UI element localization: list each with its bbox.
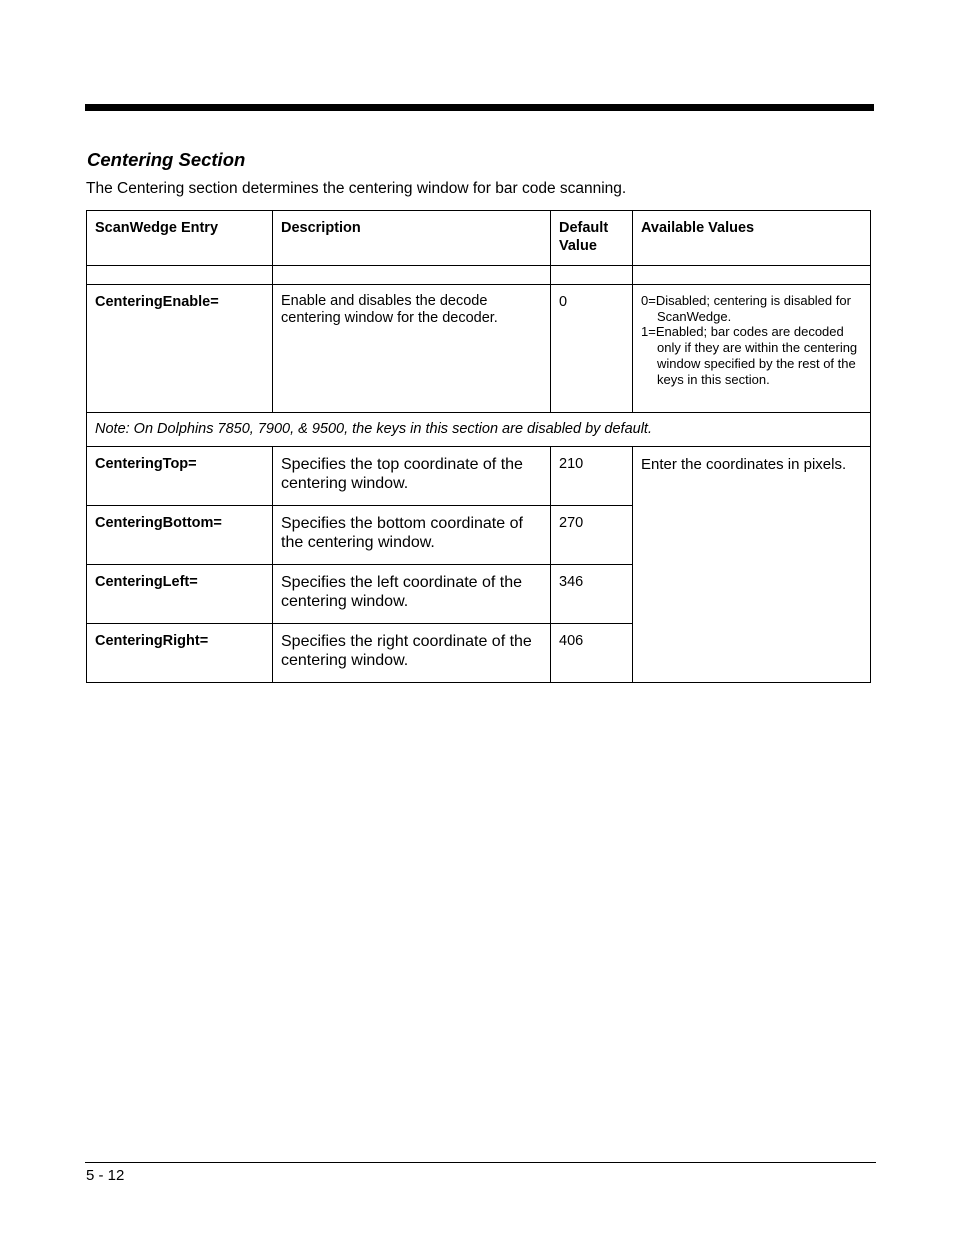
page-number: 5 - 12 (86, 1167, 125, 1184)
intro-paragraph: The Centering section determines the centering window for bar code scanning. (86, 180, 627, 197)
header-scanwedge-entry: ScanWedge Entry (87, 211, 273, 266)
header-separator-row (87, 266, 871, 285)
header-rule (85, 104, 874, 111)
entry-description: Specifies the bottom coordinate of the centering window. (273, 506, 551, 565)
section-title: Centering Section (87, 149, 246, 170)
entry-key: CenteringBottom= (87, 506, 273, 565)
entry-description: Specifies the left coordinate of the centering window. (273, 565, 551, 624)
header-available-values: Available Values (633, 211, 871, 266)
entry-description: Specifies the top coordinate of the centering window. (273, 447, 551, 506)
default-value: 346 (551, 565, 633, 624)
entry-key: CenteringRight= (87, 624, 273, 683)
table-row (87, 285, 871, 413)
table-header-row (87, 211, 871, 266)
entry-key: CenteringEnable= (87, 285, 273, 413)
entry-key: CenteringLeft= (87, 565, 273, 624)
note-row (87, 413, 871, 447)
value-option: 1=Enabled; bar codes are decoded only if they are within the centering window specified by the rest of the keys in this section. (641, 324, 858, 387)
footer-rule (85, 1162, 876, 1163)
default-value: 406 (551, 624, 633, 683)
default-value: 270 (551, 506, 633, 565)
table-row (87, 447, 871, 506)
entry-description: Specifies the right coordinate of the centering window. (273, 624, 551, 683)
header-description: Description (273, 211, 551, 266)
default-value: 0 (551, 285, 633, 413)
default-value: 210 (551, 447, 633, 506)
available-values: Enter the coordinates in pixels. (633, 447, 871, 683)
entry-description: Enable and disables the decode centering window for the decoder. (273, 285, 551, 413)
note-text: Note: On Dolphins 7850, 7900, & 9500, the keys in this section are disabled by default. (87, 413, 871, 447)
available-values (633, 285, 871, 413)
centering-settings-table (86, 210, 871, 683)
header-default-value: Default Value (551, 211, 633, 266)
value-option: 0=Disabled; centering is disabled for ScanWedge. (641, 293, 851, 324)
entry-key: CenteringTop= (87, 447, 273, 506)
